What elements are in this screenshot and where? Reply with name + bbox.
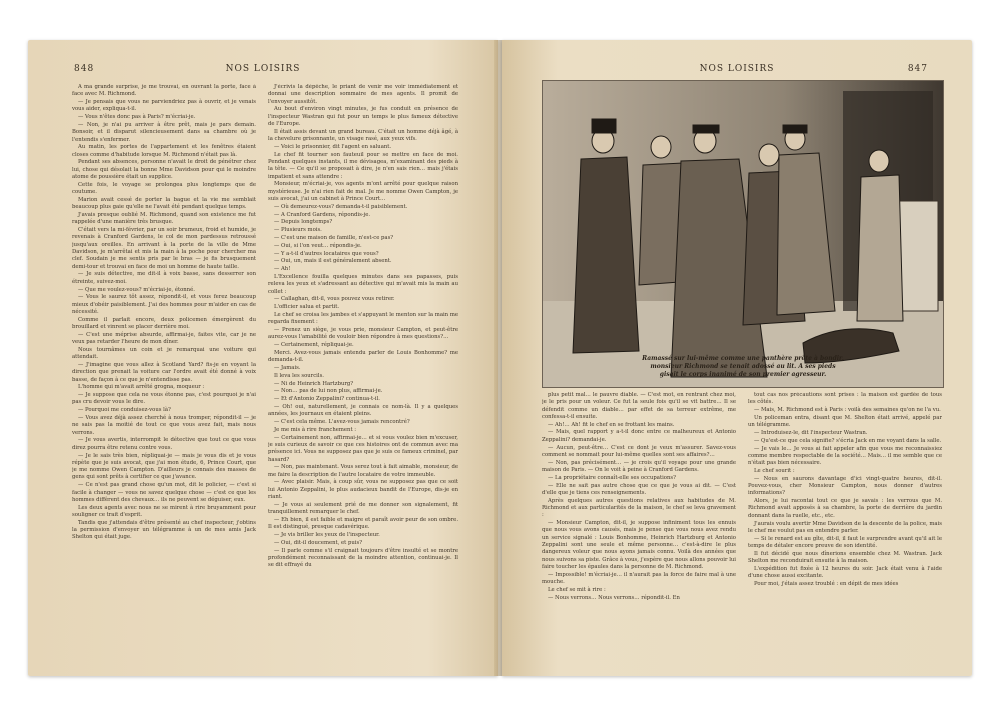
paragraph: — Monsieur Campton, dit-il, je suppose infiniment tous les ennuis que nous vous avons causés, mais je pense que vous nous avez rendu un service signalé : Louis Bonhomme, Heinrich Hartzburg et Antonio Zeppalini sont une seule et même personne… c'est-à-dire le plus dangereux voleur que nous ayons jamais connu. Voilà des années que nous suivons sa piste. Grâce à vous, j'espère que nous allons pouvoir lui faire toucher les épaules dans la personne de M. Richmond. xyxy=(542,520,736,570)
paragraph: Le chef sourit : xyxy=(754,467,795,474)
paragraph: — Non, je n'ai pu arriver à être prêt, mais je pars demain. Bonsoir, et il disparut silencieusement dans sa chambre où je l'entendis s'enfermer. xyxy=(72,121,256,143)
paragraph: J'écrivis la dépêche, le priant de venir me voir immédiatement et donnai une description sommaire de mes agents. Il promit de l'envoyer aussitôt. xyxy=(268,84,458,105)
paragraph: Le chef se mit à rire : xyxy=(548,586,606,593)
paragraph: — Je suppose que cela ne vous étonne pas, c'est pourquoi je n'ai pas cru devoir vous le dire. xyxy=(72,392,256,406)
paragraph: — C'est cela même. L'avez-vous jamais rencontré? xyxy=(274,419,410,426)
paragraph: — Je vous ai seulement prié de me donner son signalement, fit tranquillement remarquer le chef. xyxy=(268,501,458,516)
paragraph: A ma grande surprise, je me trouvai, en ouvrant la porte, face à face avec M. Richmond. xyxy=(72,84,256,98)
paragraph: Merci. Avez-vous jamais entendu parler de Louis Bonhomme? me demanda-t-il. xyxy=(268,349,458,364)
paragraph: — Certainement, répliquai-je. xyxy=(274,342,354,349)
paragraph: — Qu'est-ce que cela signifie? s'écria Jack en me voyant dans la salle. xyxy=(754,437,942,444)
paragraph: — Ce n'est pas grand chose qu'un mot, dit le policier, — c'est si facile à changer — vous ne savez quelque chose — c'est ce que les hommes diffèrent des chevaux… ils ne peuvent se déguiser, eux. xyxy=(72,482,256,503)
paragraph: — Je vais le… Je vous ai fait appeler afin que vous me reconnaissiez comme membre respectable de la société… Mais… il me semble que ce n'était pas bien nécessaire. xyxy=(748,445,942,467)
paragraph: Le chef fit tourner son fauteuil pour se mettre en face de moi. Pendant quelques instants, il me dévisagea, m'examinant des pieds à la tête. — Ce qu'il se proposait à dire, je n'en sais rien… mais j'étais impatient et sans attendre : xyxy=(268,151,458,180)
paragraph: — Non, pas maintenant. Vous serez tout à fait aimable, monsieur, de me faire la description de l'autre locataire de votre immeuble. xyxy=(268,464,458,478)
paragraph: Les deux agents avec nous ne se mirent à rire bruyamment pour souligner ce trait d'esprit. xyxy=(72,504,256,518)
paragraph: — Je vous avertis, interrompit le détective que tout ce que vous direz pourra être retenu contre vous. xyxy=(72,437,256,451)
paragraph: — Nous en saurons davantage d'ici vingt-quatre heures, dit-il. Pouvez-vous, cher Monsieur Campton, nous donner d'autres informations? xyxy=(748,475,942,497)
paragraph: — Mais, M. Richmond est à Paris : voilà des semaines qu'on ne l'a vu. xyxy=(754,407,941,414)
paragraph: plus petit mal… le pauvre diable. — C'est mot, en rentrant chez moi, je le pris pour un voleur. Ce fut la seule fois qu'il se vit battre… Il se défendit comme un diable… par effet de sa terreur extrême, me confessa-t-il ensuite. xyxy=(542,392,736,420)
paragraph: Il fut décidé que nous dînerions ensemble chez M. Wastran. Jack Shelton me reconduirait ensuite à la maison. xyxy=(748,550,942,565)
paragraph: — Certainement non, affirmai-je… et si vous voulez bien m'excuser, je suis curieux de savoir ce que ces histoires ont de commun avec ma présence ici. Vous ne supposez pas que je suis ce fameux criminel, par hasard? xyxy=(268,434,458,463)
paragraph: — Plusieurs mois. xyxy=(274,227,322,234)
paragraph: — C'est une méprise absurde, affirmai-je, faites vite, car je ne veux pas retarder l'heure de mon dîner. xyxy=(72,331,256,346)
illustration-caption xyxy=(583,355,903,379)
running-title-right: NOS LOISIRS xyxy=(699,64,775,74)
paragraph: — Il parle comme s'il craignait toujours d'être insulté et se montre profondément reconnaissant de la moindre attention, continuai-je. Il se dit effrayé du xyxy=(268,547,458,569)
paragraph: — Je le sais très bien, répliquai-je — mais je vous dis et je vous répète que je suis avocat, que j'ai mon étude, 6, Prince Court, que je me nomme Owen Campton. D'ailleurs je connais des masses de gens qui sont prêts à certifier ce que j'avance. xyxy=(72,452,256,481)
left-column-1 xyxy=(72,84,256,644)
paragraph: Tandis que j'attendais d'être présenté au chef inspecteur, j'obtins la permission d'envoyer un télégramme à un de mes amis Jack Shelton qui était juge. xyxy=(72,519,256,541)
paragraph: — Voici le prisonnier, dit l'agent en saluant. xyxy=(274,143,392,150)
page-number-left: 848 xyxy=(74,64,95,74)
left-header xyxy=(28,64,498,78)
paragraph: — Si le renard est au gîte, dit-il, il faut le surprendre avant qu'il ait le temps de détaler encore preuve de son identité. xyxy=(748,535,942,549)
paragraph: Au matin, les portes de l'appartement et les fenêtres étaient closes comme d'habitude lorsque M. Richmond n'était pas là. xyxy=(72,144,256,158)
paragraph: Monsieur, m'écriai-je, vos agents m'ont arrêté pour quelque raison mystérieuse. Je n'ai rien fait de mal. Je me nomme Owen Campton, je suis avocat, j'ai un cabinet à Prince Court… xyxy=(268,181,458,202)
paragraph: Il était assis devant un grand bureau. C'était un homme déjà âgé, à la chevelure grisonnante, un visage rasé, aux yeux vifs. xyxy=(268,128,458,143)
paragraph: Il leva les sourcils. xyxy=(274,372,324,379)
paragraph: — Mais, quel rapport y a-t-il donc entre ce malheureux et Antonio Zeppalini? demandai-je. xyxy=(542,429,736,443)
paragraph: — Oui, un, mais il est généralement absent. xyxy=(274,258,392,265)
paragraph: L'homme qui m'avait arrêté grogna, moqueur : xyxy=(78,384,205,391)
paragraph: Cette fois, le voyage se prolongea plus longtemps que de coutume. xyxy=(72,181,256,196)
paragraph: — Oui, dit-il doucement, et puis? xyxy=(274,539,363,546)
paragraph: — J'imagine que vous allez à Scotland Yard? fis-je en voyant la direction que prenait la voiture car l'ordre avait été donné à voix basse, de façon à ce que je n'entendisse pas. xyxy=(72,361,256,383)
left-page xyxy=(28,40,498,676)
right-header xyxy=(502,64,972,78)
paragraph: Au bout d'environ vingt minutes, je fus conduit en présence de l'inspecteur Wastran qui fut pour un temps le plus fameux détective de l'Europe. xyxy=(268,106,458,127)
running-title-left: NOS LOISIRS xyxy=(225,64,301,74)
right-column-1 xyxy=(542,392,736,646)
paragraph: Après quelques autres questions relatives aux habitudes de M. Richmond et aux particularités de la maison, le chef se leva gravement : xyxy=(542,497,736,519)
paragraph: — Elle ne sait pas autre chose que ce que je vous ai dit. — C'est d'elle que je tiens ces renseignements. xyxy=(542,482,736,496)
paragraph: — Que me voulez-vous? m'écriai-je, étonné. xyxy=(78,286,195,293)
paragraph: — Depuis longtemps? xyxy=(274,219,333,226)
paragraph: L'officier salua et partit. xyxy=(274,304,340,311)
right-page xyxy=(502,40,972,676)
paragraph: — C'est une maison de famille, n'est-ce pas? xyxy=(274,234,394,241)
paragraph: — Aucun, peut-être… C'est ce dont je veux m'assurer. Savez-vous comment se nommait pour lui-même quelles sont ses affaires?… xyxy=(542,444,736,458)
caption-line-1: Ramassé sur lui-même comme une panthère prête à bondir, xyxy=(642,355,844,362)
page-number-right: 847 xyxy=(907,64,928,74)
paragraph: — Je suis détective, me dit-il à voix basse, sans desserrer son étreinte, suivez-moi. xyxy=(72,271,256,285)
paragraph: Comme il parlait encore, deux policemen émergèrent du brouillard et vinrent se placer derrière moi. xyxy=(72,316,256,330)
illustration-drawing xyxy=(543,81,943,387)
paragraph: J'aurais voulu avertir Mme Davidson de la descente de la police, mais le chef me voulut pas en entendre parler. xyxy=(748,520,942,534)
caption-line-3: gisait le corps inanimé de son premier agresseur. xyxy=(659,371,827,378)
paragraph: — La propriétaire connaît-elle ses occupations? xyxy=(548,474,676,481)
paragraph: — Nous verrons… Nous verrons… répondit-il. En xyxy=(548,594,680,601)
right-column-2 xyxy=(748,392,942,646)
left-column-2 xyxy=(268,84,458,644)
paragraph: Pour moi, j'étais assez troublé : en dépit de mes idées xyxy=(754,580,899,587)
paragraph: J'avais presque oublié M. Richmond, quand son existence me fut rappelée d'une manière très brusque. xyxy=(72,212,256,226)
magazine-spread xyxy=(28,40,972,676)
paragraph: — Prenez un siège, je vous prie, monsieur Campton, et peut-être aurez-vous l'amabilité de vouloir bien répondre à mes questions?… xyxy=(268,327,458,341)
paragraph: — Impossible! m'écriai-je… il n'aurait pas la force de faire mal à une mouche. xyxy=(542,571,736,585)
paragraph: — Callaghan, dit-il, vous pouvez vous retirer. xyxy=(274,296,395,303)
paragraph: — Je vis briller les yeux de l'inspecteur. xyxy=(274,532,380,539)
paragraph: — Vous n'êtes donc pas à Paris? m'écriai-je. xyxy=(78,114,196,121)
paragraph: Nous tournâmes un coin et je remarquai une voiture qui attendait. xyxy=(72,346,256,361)
paragraph: — Non… pas de lui non plus, affirmai-je. xyxy=(274,388,383,395)
paragraph: — Vous avez déjà assez cherché à nous tromper, répondit-il — je ne sais pas la moitié de tout ce que vous avez fait, mais nous verrons. xyxy=(72,415,256,436)
paragraph: — Et d'Antonio Zeppalini? continua-t-il. xyxy=(274,396,380,403)
paragraph: — Vous le saurez tôt assez, répondit-il, et vous ferez beaucoup mieux d'obéir paisiblement. J'ai des hommes pour m'aider en cas de nécessité. xyxy=(72,294,256,315)
paragraph: Marion avait cessé de porter la bague et la vie me semblait beaucoup plus gaie qu'elle ne l'avait été pendant quelque temps. xyxy=(72,196,256,211)
paragraph: Un policeman entra, disant que M. Shelton était arrivé, appelé par un télégramme. xyxy=(748,414,942,429)
paragraph: — Avec plaisir. Mais, à coup sûr, vous ne supposez pas que ce soit lui Antonio Zeppalini, le plus audacieux bandit de l'Europe, dis-je en riant. xyxy=(268,479,458,501)
paragraph: — Oui, si l'on veut… répondis-je. xyxy=(274,242,362,249)
paragraph: C'était vers la mi-février, par un soir brumeux, froid et humide, je revenais à Cranford Gardens, le col de mon pardessus retroussé jusqu'aux oreilles. En arrivant à la porte de la ville de Mme Davidson, je m'arrêtai et mis la main à la poche pour chercher ma clef. Soudain je me sentis pris par le bras — je fis brusquement demi-tour et trouvai en face de moi un homme de haute taille. xyxy=(72,227,256,270)
paragraph: — Jamais. xyxy=(274,364,301,371)
paragraph: — Y a-t-il d'autres locataires que vous? xyxy=(274,250,379,257)
paragraph: L'Excellence fouilla quelques minutes dans ses papasses, puis releva les yeux et s'adressant au détective qui m'avait mis la main au collet : xyxy=(268,273,458,295)
paragraph: — Où demeurez-vous? demanda-t-il paisiblement. xyxy=(274,203,408,210)
paragraph: Alors, je lui racontai tout ce que je savais : les verrous que M. Richmond avait apposés à sa chambre, la porte de derrière du jardin donnant dans la ruelle, etc., etc. xyxy=(748,498,942,519)
paragraph: L'expédition fut fixée à 12 heures du soir. Jack était venu à l'aide d'une chose aussi excitante. xyxy=(748,565,942,580)
paragraph: tout cas nos précautions sont prises : la maison est gardée de tous les côtés. xyxy=(748,392,942,406)
paragraph: — A Cranford Gardens, répondis-je. xyxy=(274,211,371,218)
paragraph: — Pourquoi me conduisez-vous là? xyxy=(78,407,171,414)
paragraph: — Non, pas précisément… — je crois qu'il voyage pour une grande maison de Paris. — On le voit à peine à Cranford Gardens. xyxy=(542,459,736,473)
paragraph: — Je pensais que vous ne parviendriez pas à ouvrir, et je venais vous aider, expliqua-t-il. xyxy=(72,99,256,113)
paragraph: Je me mis à rire franchement : xyxy=(274,426,357,433)
paragraph: — Ah! xyxy=(274,266,291,273)
caption-line-2: monsieur Richmond se tenait adossé au lit. A ses pieds xyxy=(650,363,836,370)
paragraph: — Introduisez-le, dit l'inspecteur Wastran. xyxy=(754,429,868,436)
paragraph: Pendant ses absences, personne n'avait le droit de pénétrer chez lui, chose qui désolait la bonne Mme Davidson pour qui le moindre atome de poussière était un supplice. xyxy=(72,159,256,181)
paragraph: Le chef se croisa les jambes et s'appuyant le menton sur la main me regarda fixement : xyxy=(268,311,458,326)
paragraph: — Ni de Heinrich Hartzburg? xyxy=(274,380,354,387)
paragraph: — Eh bien, il est faible et maigre et paraît avoir peur de son ombre. Il est distingué, presque cadavérique. xyxy=(268,516,458,531)
paragraph: — Ah!… Ah! fit le chef en se frottant les mains. xyxy=(548,421,675,428)
paragraph: — Oh! oui, naturellement, je connais ce nom-là. Il y a quelques années, les journaux en étaient pleins. xyxy=(268,403,458,418)
illustration xyxy=(542,80,944,388)
